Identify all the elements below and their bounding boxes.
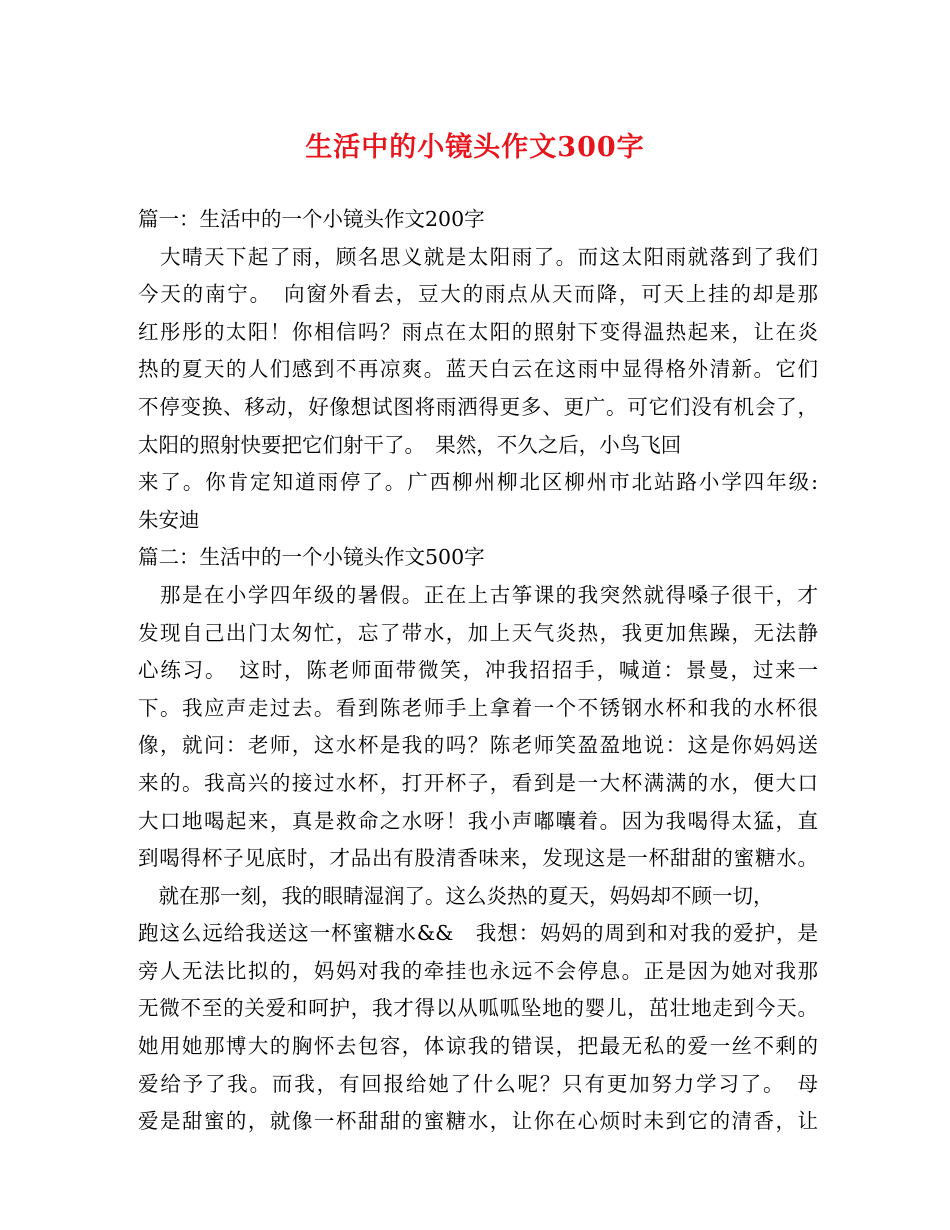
text-line: 爱是甜蜜的，就像一杯甜甜的蜜糖水，让你在心烦时未到它的清香，让 bbox=[138, 1109, 818, 1134]
text-line: 下。我应声走过去。看到陈老师手上拿着一个不锈钢水杯和我的水杯很 bbox=[138, 695, 818, 720]
text-line: 热的夏天的人们感到不再凉爽。蓝天白云在这雨中显得格外清新。它们 bbox=[138, 357, 818, 382]
text-line: 心练习。 这时，陈老师面带微笑，冲我招招手，喊道：景曼，过来一 bbox=[138, 658, 818, 683]
text-line: 那是在小学四年级的暑假。正在上古筝课的我突然就得嗓子很干，才 bbox=[138, 582, 818, 607]
text-line: 来了。你肯定知道雨停了。广西柳州柳北区柳州市北站路小学四年级: bbox=[138, 470, 818, 495]
text-line: 红彤彤的太阳！你相信吗？雨点在太阳的照射下变得温热起来，让在炎 bbox=[138, 319, 818, 344]
text-line: 旁人无法比拟的，妈妈对我的牵挂也永远不会停息。正是因为她对我那 bbox=[138, 958, 818, 983]
text-line: 跑这么远给我送这一杯蜜糖水&& 我想：妈妈的周到和对我的爱护，是 bbox=[138, 921, 818, 946]
text-line: 发现自己出门太匆忙，忘了带水，加上天气炎热，我更加焦躁，无法静 bbox=[138, 620, 818, 645]
text-line: 她用她那博大的胸怀去包容，体谅我的错误，把最无私的爱一丝不剩的 bbox=[138, 1034, 818, 1059]
text-line: 像，就问：老师，这水杯是我的吗？陈老师笑盈盈地说：这是你妈妈送 bbox=[138, 733, 818, 758]
text-line: 太阳的照射快要把它们射干了。 果然，不久之后，小鸟飞回 bbox=[138, 432, 682, 457]
text-line: 大口地喝起来，真是救命之水呀！我小声嘟囔着。因为我喝得太猛，直 bbox=[138, 808, 818, 833]
text-line: 爱给予了我。而我，有回报给她了什么呢？只有更加努力学习了。 母 bbox=[138, 1071, 818, 1096]
text-line: 朱安迪 bbox=[138, 507, 200, 532]
text-line: 篇一：生活中的一个小镜头作文200字 bbox=[138, 207, 485, 231]
text-line: 不停变换、移动，好像想试图将雨洒得更多、更广。可它们没有机会了， bbox=[138, 394, 818, 419]
text-line: 篇二：生活中的一个小镜头作文500字 bbox=[138, 545, 485, 570]
text-line: 今天的南宁。 向窗外看去，豆大的雨点从天而降，可天上挂的却是那 bbox=[138, 282, 818, 307]
text-line: 来的。我高兴的接过水杯，打开杯子，看到是一大杯满满的水，便大口 bbox=[138, 770, 818, 795]
text-line: 大晴天下起了雨，顾名思义就是太阳雨了。而这太阳雨就落到了我们 bbox=[138, 244, 818, 269]
document-body bbox=[138, 201, 818, 1141]
text-line: 就在那一刻，我的眼睛湿润了。这么炎热的夏天，妈妈却不顾一切， bbox=[138, 883, 774, 908]
page-title: 生活中的小镜头作文300字 bbox=[305, 132, 645, 163]
text-line: 到喝得杯子见底时，才品出有股清香味来，发现这是一杯甜甜的蜜糖水。 bbox=[138, 846, 818, 871]
text-line: 无微不至的关爱和呵护，我才得以从呱呱坠地的婴儿，茁壮地走到今天。 bbox=[138, 996, 818, 1021]
